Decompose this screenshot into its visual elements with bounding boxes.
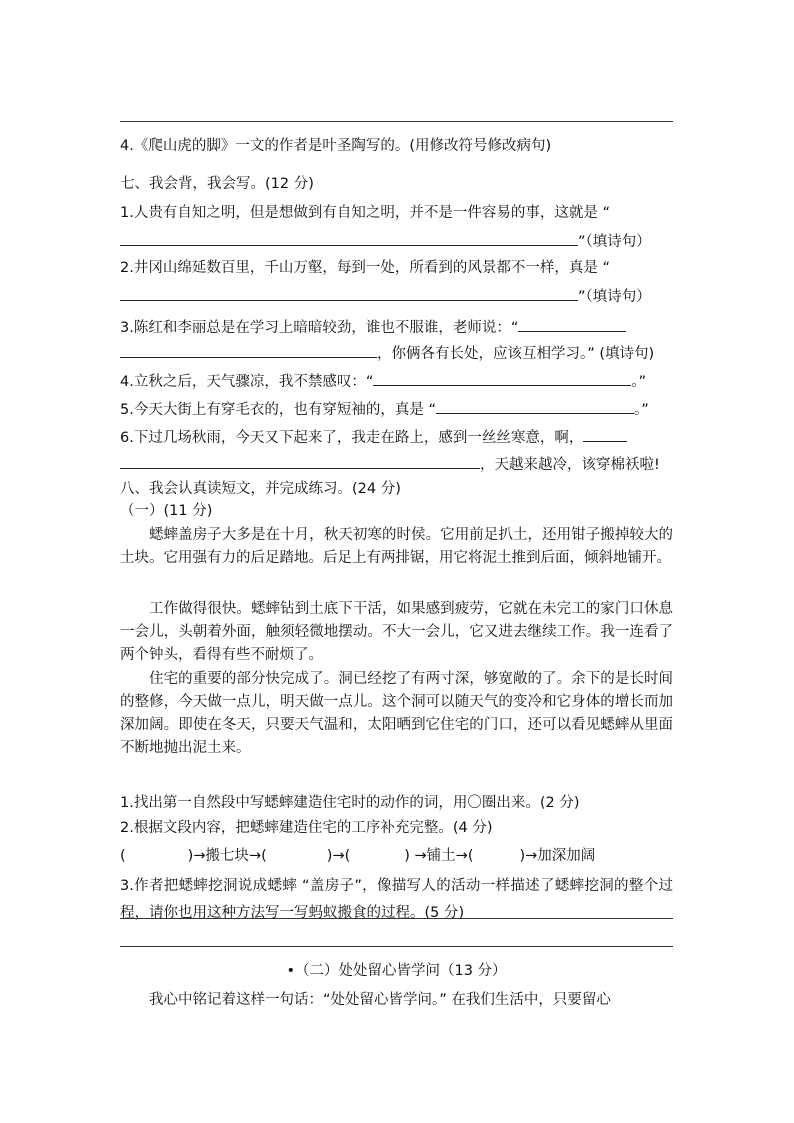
s7-q1-tail: ”（填诗句）	[578, 234, 651, 250]
s7-q6-blank-a[interactable]	[583, 425, 627, 442]
s7-q4-text: 4.立秋之后，天气骤凉，我不禁感叹：“	[120, 374, 374, 390]
passage-paragraph-1-text: 蟋蟀盖房子大多是在十月，秋天初寒的时侯。它用前足扒土，还用钳子搬掉较大的土块。它用强有力的后足踏地。后足上有两排锯，用它将泥土推到后面，倾斜地铺开。	[120, 527, 673, 566]
answer-line-1[interactable]	[120, 918, 673, 919]
s7-q6-tail: ，天越来越冷，该穿棉袄啦!	[480, 457, 660, 473]
passage-paragraph-1	[120, 524, 673, 570]
seq-part-4: ) →铺土→(	[404, 848, 474, 864]
s7-q3-answer	[120, 341, 654, 364]
s7-q2-tail: ”（填诗句）	[578, 289, 651, 305]
s7-q6-answer	[120, 452, 660, 475]
s7-q3-tail: ，你俩各有长处，应该互相学习。” (填诗句)	[377, 346, 655, 362]
s7-q1-blank[interactable]	[120, 229, 578, 246]
s7-q4	[120, 369, 646, 392]
s7-q3-text: 3.陈红和李丽总是在学习上暗暗较劲，谁也不服谁，老师说：“	[120, 320, 519, 336]
s7-q5-text: 5.今天大街上有穿毛衣的，也有穿短袖的，真是 “	[120, 402, 436, 418]
part-2-paragraph-1-text: 我心中铭记着这样一句话：“处处留心皆学问。” 在我们生活中，只要留心	[149, 992, 611, 1008]
s7-q5-tail: 。”	[633, 402, 649, 418]
s7-q2	[120, 258, 610, 278]
s7-q4-blank[interactable]	[373, 369, 631, 386]
section-7-title: 七、我会背，我会写。(12 分)	[120, 176, 314, 192]
s7-q2-text: 2.井冈山绵延数百里，千山万壑，每到一处，所看到的风景都不一样，真是 “	[120, 260, 610, 276]
s7-q1	[120, 203, 610, 223]
section-8-title: 八、我会认真读短文，并完成练习。(24 分)	[120, 481, 401, 497]
s8-q1: 1.找出第一自然段中写蟋蟀建造住宅时的动作的词，用〇圈出来。(2 分)	[120, 795, 580, 811]
s7-q4-tail: 。”	[631, 374, 647, 390]
question-4-correction: 4.《爬山虎的脚》一文的作者是叶圣陶写的。(用修改符号修改病句)	[120, 138, 552, 154]
part-2-paragraph-1	[120, 989, 673, 1012]
seq-part-2: )→搬七块→(	[187, 848, 267, 864]
part-1-title: （一）(11 分)	[120, 503, 213, 519]
passage-paragraph-2	[120, 598, 673, 667]
seq-part-3: )→(	[326, 848, 351, 864]
s7-q1-answer	[120, 229, 651, 252]
s7-q2-answer	[120, 284, 651, 307]
s7-q3	[120, 315, 626, 338]
s7-q6	[120, 425, 627, 448]
seq-part-5: )→加深加阔	[519, 848, 596, 864]
seq-part-1: (	[120, 848, 126, 864]
s7-q3-blank-a[interactable]	[518, 315, 626, 332]
passage-paragraph-3	[120, 668, 673, 760]
s8-q3: 3.作者把蟋蟀挖洞说成蟋蟀 “盖房子”，像描写人的活动一样描述了蟋蟀挖洞的整个过程，请你也用这种方法写一写蚂蚁搬食的过程。(5 分)	[120, 878, 673, 921]
answer-line-top	[120, 121, 673, 122]
s7-q6-blank-b[interactable]	[120, 452, 480, 469]
s7-q6-text: 6.下过几场秋雨，今天又下起来了，我走在路上，感到一丝丝寒意，啊，	[120, 430, 584, 446]
s7-q3-blank-b[interactable]	[120, 341, 377, 358]
s7-q2-blank[interactable]	[120, 284, 578, 301]
answer-line-2[interactable]	[120, 946, 673, 947]
passage-paragraph-3-text: 住宅的重要的部分快完成了。洞已经挖了有两寸深，够宽敞的了。余下的是长时间的整修，今天做一点儿，明天做一点儿。这个洞可以随天气的变冷和它身体的增长而加深加阔。即使在冬天，只要天气温和，太阳晒到它住宅的门口，还可以看见蟋蟀从里面不断地抛出泥土来。	[120, 671, 673, 756]
s8-q2: 2.根据文段内容，把蟋蟀建造住宅的工序补充完整。(4 分)	[120, 820, 493, 836]
s7-q5	[120, 397, 649, 420]
s7-q5-blank[interactable]	[436, 397, 634, 414]
part-2-title: •（二）处处留心皆学问（13 分）	[286, 963, 507, 979]
s7-q1-text: 1.人贵有自知之明，但是想做到有自知之明，并不是一件容易的事，这就是 “	[120, 205, 610, 221]
process-sequence	[120, 846, 595, 866]
passage-paragraph-2-text: 工作做得很快。蟋蟀钻到土底下干活，如果感到疲劳，它就在未完工的家门口休息一会儿，头朝着外面，触须轻微地摆动。不大一会儿，它又进去继续工作。我一连看了两个钟头，看得有些不耐烦了。	[120, 601, 673, 663]
